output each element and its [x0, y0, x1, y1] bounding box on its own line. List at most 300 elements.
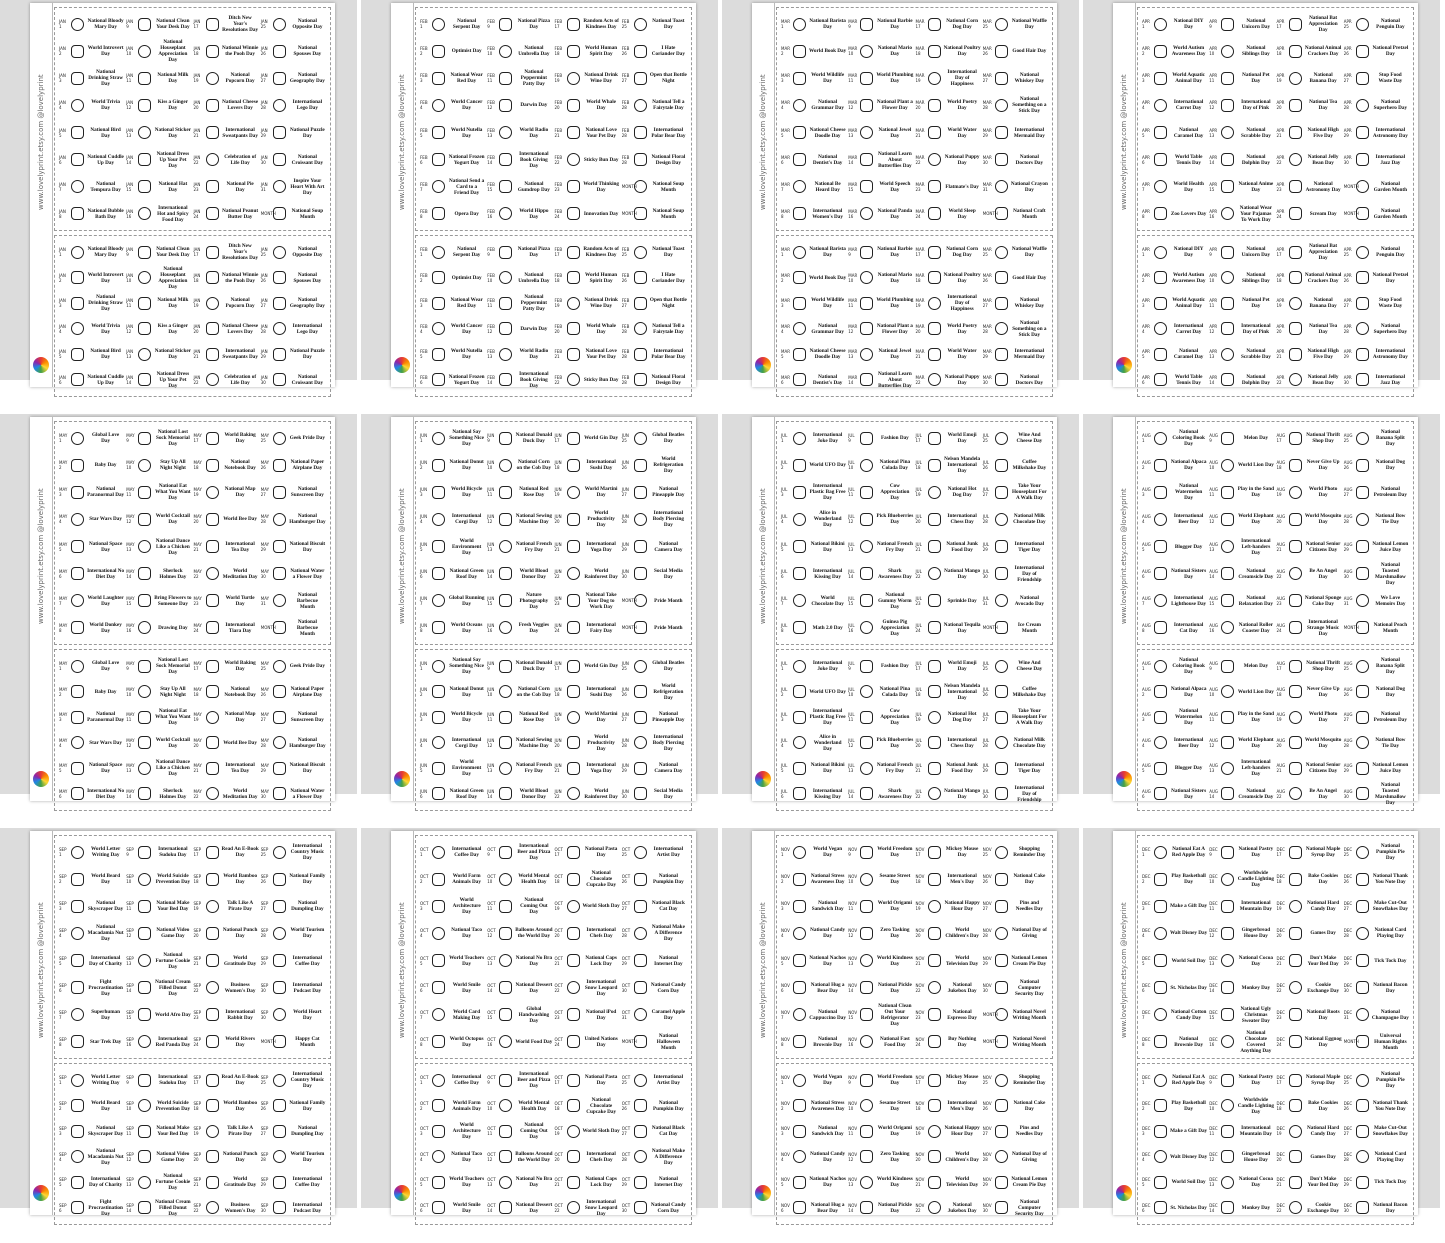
- sticker-date: DEC 25: [1343, 1075, 1353, 1085]
- doodle-icon: [1221, 981, 1234, 994]
- sticker-label: National Maple Syrup Day: [1305, 846, 1341, 858]
- doodle-icon: [1356, 927, 1369, 940]
- sticker-date: JAN 6: [59, 154, 66, 165]
- sticker-date: JUL 5: [781, 763, 788, 774]
- sticker-item: [622, 121, 687, 145]
- sticker-label: National Penguin Day: [1376, 18, 1405, 30]
- doodle-icon: [567, 246, 580, 259]
- sticker-date: OCT 29: [621, 1177, 631, 1188]
- sticker-item: [194, 148, 259, 172]
- sticker-label: Cookie Exchange Day: [1307, 1201, 1340, 1214]
- sticker-item: [126, 782, 191, 806]
- sticker-label: National Thank You Note Day: [1372, 1099, 1408, 1112]
- sticker-item: [420, 705, 485, 729]
- sticker-label: National Card Playing Day: [1374, 1150, 1407, 1163]
- doodle-icon: [206, 621, 219, 634]
- sticker-date: AUG 10: [1209, 460, 1219, 471]
- doodle-icon: [1356, 45, 1369, 58]
- doodle-icon: [432, 1150, 445, 1163]
- sticker-item: [1344, 266, 1409, 290]
- sticker-label: National Puppy Day: [944, 153, 980, 166]
- doodle-icon: [567, 459, 580, 472]
- doodle-icon: [793, 762, 806, 775]
- doodle-icon: [432, 72, 445, 85]
- doodle-icon: [1221, 621, 1234, 634]
- brand-logo-icon: [33, 357, 49, 373]
- doodle-icon: [1154, 432, 1167, 445]
- sticker-item: [420, 12, 485, 36]
- sticker-label: Take Your Houseplant For A Walk Day: [1012, 708, 1047, 727]
- sticker-label: International Beer and Pizza Day: [517, 843, 551, 861]
- doodle-icon: [273, 126, 286, 139]
- doodle-icon: [1221, 373, 1234, 386]
- doodle-icon: [1154, 540, 1167, 553]
- doodle-icon: [432, 1099, 445, 1112]
- sticker-date: OCT 19: [554, 1126, 563, 1137]
- doodle-icon: [138, 297, 151, 310]
- sticker-date: FEB 12: [487, 323, 495, 334]
- doodle-icon: [1221, 594, 1234, 607]
- doodle-icon: [206, 1099, 219, 1112]
- sticker-item: [420, 535, 485, 559]
- sticker-label: International Lego Day: [292, 322, 323, 335]
- sticker-label: National Internet Day: [654, 954, 683, 967]
- sticker-date: DEC 11: [1209, 1126, 1218, 1137]
- sticker-label: National Taco Day: [451, 1150, 482, 1163]
- sticker-label: Wine And Cheese Day: [1016, 660, 1043, 672]
- doodle-icon: [206, 900, 219, 913]
- doodle-icon: [634, 180, 647, 193]
- doodle-icon: [1154, 1035, 1167, 1048]
- sticker-item: [1209, 616, 1274, 640]
- sticker-date: MAR 23: [915, 181, 925, 192]
- sticker-label: World Soil Day: [1171, 1179, 1206, 1186]
- sticker-label: National Biscuit Day: [289, 540, 326, 553]
- doodle-icon: [928, 322, 941, 335]
- doodle-icon: [793, 322, 806, 335]
- doodle-icon: [1356, 1176, 1369, 1189]
- sticker-label: International Coffee Day: [451, 1074, 482, 1086]
- sticker-date: MONTH: [621, 184, 637, 190]
- doodle-icon: [499, 297, 512, 310]
- doodle-icon: [793, 180, 806, 193]
- sticker-label: Cow Appreciation Day: [880, 708, 910, 727]
- doodle-icon: [499, 1176, 512, 1189]
- sticker-item: [1344, 840, 1409, 864]
- sticker-item: [194, 535, 259, 559]
- sticker-label: National Stress Awareness Day: [810, 873, 845, 886]
- sticker-date: MAY 27: [260, 712, 270, 723]
- doodle-icon: [206, 322, 219, 335]
- sticker-label: National Skyscraper Day: [88, 1125, 124, 1138]
- sticker-date: MAY 14: [126, 788, 135, 799]
- sticker-date: MONTH: [621, 211, 637, 217]
- doodle-icon: [995, 621, 1008, 634]
- sticker-date: APR 17: [1276, 247, 1285, 257]
- sticker-item: [983, 507, 1048, 531]
- sticker-label: National Tequila Day: [943, 621, 981, 634]
- sticker-date: NOV 14: [848, 1202, 858, 1213]
- sticker-date: NOV 10: [848, 1100, 858, 1111]
- doodle-icon: [499, 72, 512, 85]
- sticker-date: OCT 7: [420, 1009, 429, 1020]
- sticker-item: [59, 782, 124, 806]
- sticker-item: [1142, 148, 1207, 172]
- doodle-icon: [634, 1008, 647, 1021]
- doodle-icon: [206, 72, 219, 85]
- brand-logo-icon: [33, 1185, 49, 1201]
- sticker-label: National Water a Flower Day: [290, 567, 325, 580]
- sticker-date: APR 8: [1142, 208, 1150, 219]
- doodle-icon: [1356, 1074, 1369, 1087]
- sticker-label: National Hard Candy Day: [1307, 1125, 1340, 1138]
- sticker-date: MAY 7: [59, 595, 68, 606]
- sticker-date: FEB 17: [554, 247, 563, 257]
- sticker-date: JAN 19: [193, 298, 201, 309]
- sticker-item: [420, 1119, 485, 1143]
- doodle-icon: [1289, 246, 1302, 259]
- sticker-label: World Heart Day: [293, 1008, 322, 1021]
- sticker-label: World Smile Day: [452, 1201, 481, 1214]
- sticker-item: [1142, 535, 1207, 559]
- sticker-sheet: [1113, 417, 1418, 806]
- sticker-label: National Toasted Marshmallow Day: [1374, 561, 1406, 586]
- sticker-date: JUN 25: [621, 661, 629, 671]
- sticker-item: [1209, 175, 1274, 199]
- sticker-date: MAR 18: [915, 272, 925, 283]
- doodle-icon: [273, 736, 286, 749]
- sticker-date: JAN 17: [193, 247, 201, 257]
- sticker-date: SEP 11: [126, 1126, 134, 1137]
- doodle-icon: [1289, 685, 1302, 698]
- sticker-label: International Plastic Bag Free Day: [809, 483, 846, 502]
- sticker-item: [555, 654, 620, 678]
- sticker-label: Optimist Day: [451, 48, 482, 55]
- sticker-item: [1344, 317, 1409, 341]
- sticker-label: We Love Memoirs Day: [1375, 594, 1406, 607]
- sticker-date: OCT 31: [621, 1009, 631, 1020]
- doodle-icon: [499, 1074, 512, 1087]
- doodle-icon: [995, 348, 1008, 361]
- sticker-label: National Toast Day: [652, 246, 685, 258]
- doodle-icon: [567, 297, 580, 310]
- sticker-item: [848, 480, 913, 504]
- doodle-icon: [860, 1074, 873, 1087]
- doodle-icon: [499, 711, 512, 724]
- sticker-item: [555, 921, 620, 945]
- sticker-item: [59, 616, 124, 640]
- sticker-label: National Milk Day: [157, 297, 189, 310]
- sticker-item: [1209, 39, 1274, 63]
- doodle-icon: [567, 486, 580, 499]
- sticker-date: DEC 29: [1343, 955, 1353, 966]
- sticker-date: FEB 9: [487, 19, 495, 29]
- sticker-label: National Family Day: [289, 873, 326, 886]
- doodle-icon: [1221, 1150, 1234, 1163]
- sticker-date: NOV 15: [848, 1009, 858, 1020]
- sticker-date: MAR 20: [915, 100, 925, 111]
- sticker-item: [555, 66, 620, 90]
- sticker-date: MAR 8: [781, 208, 790, 219]
- brand-logo-icon: [1116, 771, 1132, 787]
- sticker-label: World Baking Day: [224, 660, 256, 672]
- sticker-date: JAN 21: [193, 127, 201, 138]
- sticker-item: [555, 480, 620, 504]
- doodle-icon: [793, 207, 806, 220]
- doodle-icon: [567, 927, 580, 940]
- sticker-date: DEC 16: [1209, 1036, 1218, 1047]
- sticker-item: [487, 535, 552, 559]
- doodle-icon: [273, 373, 286, 386]
- doodle-icon: [138, 45, 151, 58]
- sticker-date: SEP 3: [59, 1126, 67, 1137]
- doodle-icon: [634, 459, 647, 472]
- sticker-date: NOV 5: [781, 955, 790, 966]
- doodle-icon: [928, 1150, 941, 1163]
- sticker-label: National Bow Tie Day: [1375, 513, 1406, 526]
- sticker-label: National Peppermint Patty Day: [520, 69, 547, 88]
- sticker-date: MAY 5: [59, 763, 68, 774]
- sticker-item: [126, 291, 191, 315]
- sticker-label: World Refrigeration Day: [653, 456, 684, 475]
- sticker-label: World Book Day: [809, 48, 847, 55]
- doodle-icon: [1289, 540, 1302, 553]
- sticker-label: World Smile Day: [452, 981, 481, 994]
- sticker-label: International Fairy Day: [586, 621, 616, 634]
- doodle-icon: [206, 787, 219, 800]
- sticker-date: MAY 29: [260, 763, 270, 774]
- sticker-item: [983, 93, 1048, 117]
- sticker-label: National High Five Day: [1307, 348, 1339, 361]
- sticker-item: [983, 654, 1048, 678]
- sticker-label: National Watermelon Day: [1174, 483, 1203, 502]
- sticker-item: [59, 949, 124, 973]
- sticker-date: APR 2: [1142, 46, 1150, 57]
- sticker-label: National Say Something Nice Day: [449, 429, 484, 447]
- sticker-item: [848, 426, 913, 450]
- sticker-label: National Happy Hour Day: [944, 900, 980, 913]
- doodle-icon: [793, 246, 806, 259]
- sticker-item: [916, 240, 981, 264]
- sticker-label: International Men's Day: [947, 1099, 977, 1112]
- doodle-icon: [567, 1035, 580, 1048]
- sticker-label: National Pastry Day: [1238, 846, 1274, 858]
- sticker-label: World Beard Day: [91, 1099, 121, 1112]
- sticker-item: [126, 175, 191, 199]
- sticker-label: Talk Like A Pirate Day: [227, 1125, 254, 1138]
- sticker-date: MAY 20: [193, 514, 202, 525]
- sticker-label: National Bikini Day: [810, 762, 845, 775]
- doodle-icon: [860, 954, 873, 967]
- sticker-item: [487, 756, 552, 780]
- sticker-item: [194, 840, 259, 864]
- sticker-label: National Maple Syrup Day: [1305, 1074, 1341, 1086]
- sticker-item: [622, 342, 687, 366]
- sticker-date: APR 21: [1276, 349, 1285, 360]
- sticker-date: JAN 16: [126, 208, 134, 219]
- sticker-label: World Aquatic Animal Day: [1172, 72, 1205, 85]
- doodle-icon: [499, 99, 512, 112]
- sticker-item: [1344, 562, 1409, 586]
- sticker-date: NOV 7: [781, 1009, 790, 1020]
- sticker-item: [848, 654, 913, 678]
- sticker-item: [1344, 240, 1409, 264]
- sticker-item: [781, 453, 846, 477]
- sticker-date: APR 13: [1209, 127, 1218, 138]
- shop-handle: www.lovelyprint.etsy.com @lovelyprint: [759, 902, 767, 1038]
- doodle-icon: [499, 1150, 512, 1163]
- doodle-icon: [860, 736, 873, 749]
- doodle-icon: [860, 540, 873, 553]
- sticker-item: [1209, 1094, 1274, 1118]
- sticker-date: AUG 18: [1276, 460, 1286, 471]
- sticker-label: Global Love Day: [92, 660, 120, 672]
- sticker-label: National Mango Day: [944, 787, 981, 800]
- sticker-date: MAR 10: [848, 272, 858, 283]
- sticker-date: MAR 25: [982, 247, 992, 257]
- sticker-item: [59, 1030, 124, 1054]
- sticker-date: OCT 4: [420, 928, 429, 939]
- sticker-item: [916, 976, 981, 1000]
- sticker-label: Drawing Day: [158, 624, 188, 631]
- doodle-icon: [1289, 18, 1302, 31]
- sticker-item: [261, 1196, 326, 1220]
- sticker-label: World Cancer Day: [450, 99, 483, 112]
- sticker-item: [261, 368, 326, 392]
- doodle-icon: [860, 373, 873, 386]
- doodle-icon: [206, 126, 219, 139]
- sticker-block-top: [54, 7, 331, 231]
- doodle-icon: [273, 513, 286, 526]
- sticker-label: National Cheese Doodle Day: [809, 348, 846, 361]
- sticker-label: National Paranormal Day: [87, 711, 125, 724]
- doodle-icon: [1289, 99, 1302, 112]
- sticker-item: [487, 1030, 552, 1054]
- sticker-label: National Barista Day: [809, 246, 846, 258]
- doodle-icon: [499, 486, 512, 499]
- doodle-icon: [567, 153, 580, 166]
- sticker-date: APR 15: [1209, 181, 1218, 192]
- sticker-item: [1344, 175, 1409, 199]
- doodle-icon: [138, 927, 151, 940]
- sticker-item: [1277, 66, 1342, 90]
- sticker-date: JUL 6: [781, 788, 788, 799]
- shop-handle: www.lovelyprint.etsy.com @lovelyprint: [759, 74, 767, 210]
- sticker-item: [555, 840, 620, 864]
- sticker-label: National Thrift Shop Day: [1306, 432, 1341, 444]
- doodle-icon: [273, 246, 286, 259]
- sticker-date: FEB 28: [621, 154, 630, 165]
- sticker-item: [487, 680, 552, 704]
- sticker-item: [1209, 1119, 1274, 1143]
- sticker-label: World Teachers Day: [449, 1176, 485, 1189]
- sticker-label: Tick Tock Day: [1374, 1179, 1407, 1186]
- sticker-date: MAR 17: [915, 247, 925, 257]
- sticker-date: FEB 2: [420, 272, 428, 283]
- doodle-icon: [1221, 459, 1234, 472]
- sticker-date: JAN 22: [193, 154, 201, 165]
- sticker-item: [1277, 782, 1342, 806]
- sticker-date: AUG 4: [1142, 737, 1151, 748]
- sticker-item: [983, 368, 1048, 392]
- doodle-icon: [71, 540, 84, 553]
- sticker-item: [59, 1170, 124, 1194]
- sticker-label: National Chocolate Covered Anything Day: [1240, 1029, 1272, 1054]
- sticker-label: National Doctors Day: [1015, 373, 1044, 386]
- sticker-label: Take Your Houseplant For A Walk Day: [1012, 483, 1047, 502]
- sticker-label: National Barbecue Month: [296, 591, 318, 610]
- sticker-item: [848, 1003, 913, 1027]
- sticker-item: [261, 12, 326, 36]
- sticker-label: National Caps Lock Day: [585, 1176, 617, 1189]
- sticker-item: [848, 39, 913, 63]
- sticker-label: National Watermelon Day: [1174, 708, 1203, 727]
- sticker-item: [261, 240, 326, 264]
- sticker-date: JUN 5: [420, 541, 428, 552]
- sticker-label: International Podcast Day: [292, 981, 323, 994]
- sticker-item: [420, 894, 485, 918]
- sticker-date: MAR 27: [982, 73, 992, 84]
- sticker-date: FEB 23: [554, 181, 563, 192]
- doodle-icon: [71, 459, 84, 472]
- sticker-item: [194, 1145, 259, 1169]
- sticker-label: Play in the Sand Day: [1237, 711, 1274, 724]
- sticker-date: FEB 28: [621, 127, 630, 138]
- sticker-item: [59, 1119, 124, 1143]
- sticker-date: OCT 1: [420, 1075, 429, 1085]
- sticker-item: [194, 1119, 259, 1143]
- doodle-icon: [1289, 373, 1302, 386]
- sticker-label: Guinea Pig Appreciation Day: [880, 618, 910, 637]
- sticker-block-top: [776, 7, 1053, 231]
- sticker-label: National Lost Sock Memorial Day: [155, 657, 190, 675]
- sticker-item: [1277, 1068, 1342, 1092]
- doodle-icon: [860, 153, 873, 166]
- sticker-label: International Day of Happiness: [947, 294, 977, 313]
- doodle-icon: [793, 486, 806, 499]
- doodle-icon: [273, 1150, 286, 1163]
- sticker-item: [555, 93, 620, 117]
- sticker-block-bottom: [54, 1063, 331, 1225]
- sticker-label: National Sticker Day: [154, 126, 191, 139]
- doodle-icon: [273, 207, 286, 220]
- sticker-label: National Hot Dog Day: [947, 486, 977, 499]
- sticker-label: National Pasta Day: [584, 846, 618, 858]
- doodle-icon: [793, 711, 806, 724]
- sticker-date: FEB 25: [621, 19, 630, 29]
- doodle-icon: [138, 540, 151, 553]
- sticker-label: Monkey Day: [1241, 984, 1271, 991]
- sticker-date: SEP 11: [126, 901, 134, 912]
- sticker-item: [1142, 266, 1207, 290]
- doodle-icon: [860, 873, 873, 886]
- sticker-label: National Thrift Shop Day: [1306, 660, 1341, 672]
- sticker-sheet: [752, 417, 1057, 801]
- sticker-date: NOV 5: [781, 1177, 790, 1188]
- sticker-date: DEC 29: [1343, 1177, 1353, 1188]
- doodle-icon: [860, 900, 873, 913]
- sticker-block-bottom: [776, 1063, 1053, 1225]
- sticker-date: OCT 12: [487, 928, 496, 939]
- sticker-date: APR 18: [1276, 46, 1285, 57]
- doodle-icon: [206, 927, 219, 940]
- sticker-item: [848, 680, 913, 704]
- doodle-icon: [432, 322, 445, 335]
- doodle-icon: [273, 1035, 286, 1048]
- sticker-date: SEP 30: [260, 982, 269, 993]
- sticker-item: [420, 616, 485, 640]
- sticker-item: [1344, 756, 1409, 780]
